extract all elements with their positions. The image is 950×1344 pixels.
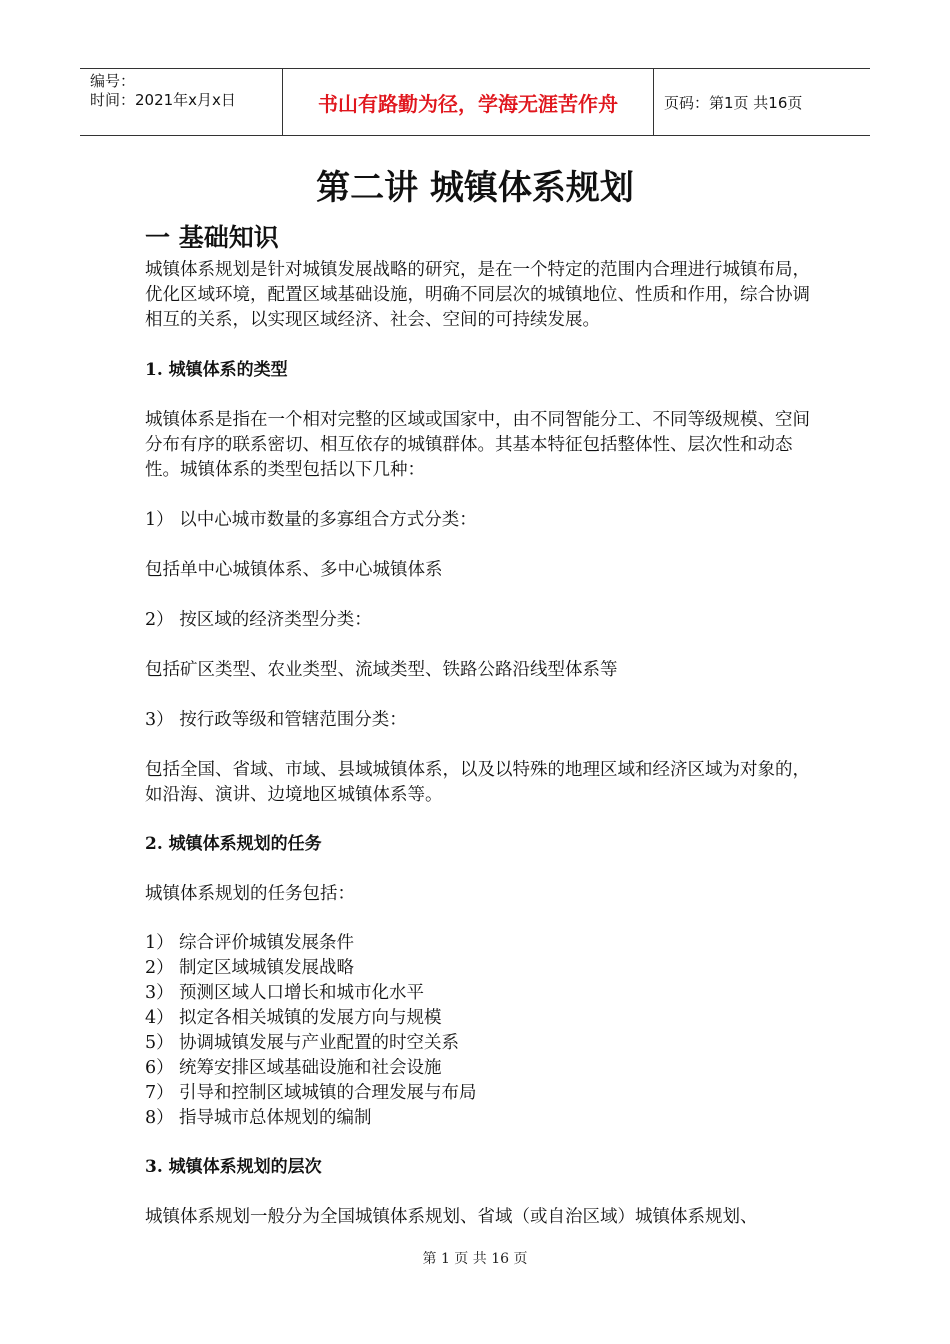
list-item: 5） 协调城镇发展与产业配置的时空关系 xyxy=(145,1033,459,1053)
page-info: 页码：第1页 共16页 xyxy=(664,93,803,112)
tasks-intro: 城镇体系规划的任务包括： xyxy=(145,884,355,904)
type-1: 1） 以中心城市数量的多寡组合方式分类： xyxy=(145,510,477,530)
heading-tasks: 2. 城镇体系规划的任务 xyxy=(145,834,322,854)
levels-paragraph: 城镇体系规划一般分为全国城镇体系规划、省域（或自治区域）城镇体系规划、 xyxy=(145,1207,758,1227)
types-paragraph: 城镇体系是指在一个相对完整的区域或国家中，由不同智能分工、不同等级规模、空间分布有序的联系密切、相互依存的城镇群体。其基本特征包括整体性、层次性和动态性。城镇体系的类型包括以下几种： xyxy=(145,410,810,480)
heading-types: 1. 城镇体系的类型 xyxy=(145,360,288,380)
list-item: 6） 统筹安排区域基础设施和社会设施 xyxy=(145,1058,442,1078)
type-3-detail: 包括全国、省域、市域、县域城镇体系，以及以特殊的地理区域和经济区域为对象的，如沿海、演讲、边境地区城镇体系等。 xyxy=(145,760,810,805)
list-item: 1） 综合评价城镇发展条件 xyxy=(145,933,354,953)
list-item: 2） 制定区域城镇发展战略 xyxy=(145,958,354,978)
header-page-cell xyxy=(654,69,870,135)
type-2-detail: 包括矿区类型、农业类型、流域类型、铁路公路沿线型体系等 xyxy=(145,660,618,680)
type-2: 2） 按区域的经济类型分类： xyxy=(145,610,372,630)
type-3: 3） 按行政等级和管辖范围分类： xyxy=(145,710,407,730)
list-item: 4） 拟定各相关城镇的发展方向与规模 xyxy=(145,1008,442,1028)
time-label: 时间：2021年x月x日 xyxy=(90,91,236,109)
type-1-detail: 包括单中心城镇体系、多中心城镇体系 xyxy=(145,560,443,580)
list-item: 3） 预测区域人口增长和城市化水平 xyxy=(145,983,424,1003)
section-heading: 一 基础知识 xyxy=(145,223,279,252)
number-label: 编号： xyxy=(90,72,136,90)
list-item: 8） 指导城市总体规划的编制 xyxy=(145,1108,372,1128)
intro-paragraph: 城镇体系规划是针对城镇发展战略的研究，是在一个特定的范围内合理进行城镇布局，优化区域环境，配置区域基础设施，明确不同层次的城镇地位、性质和作用，综合协调相互的关系，以实现区域经济、社会、空间的可持续发展。 xyxy=(145,260,810,330)
header-table xyxy=(80,68,870,136)
heading-levels: 3. 城镇体系规划的层次 xyxy=(145,1157,322,1177)
page-footer: 第 1 页 共 16 页 xyxy=(422,1251,528,1267)
header-motto-cell xyxy=(282,69,654,135)
page-title: 第二讲 城镇体系规划 xyxy=(316,168,634,208)
list-item: 7） 引导和控制区域城镇的合理发展与布局 xyxy=(145,1083,477,1103)
tasks-list xyxy=(145,931,825,1131)
motto: 书山有路勤为径，学海无涯苦作舟 xyxy=(318,91,618,116)
header-left-cell xyxy=(80,69,282,135)
